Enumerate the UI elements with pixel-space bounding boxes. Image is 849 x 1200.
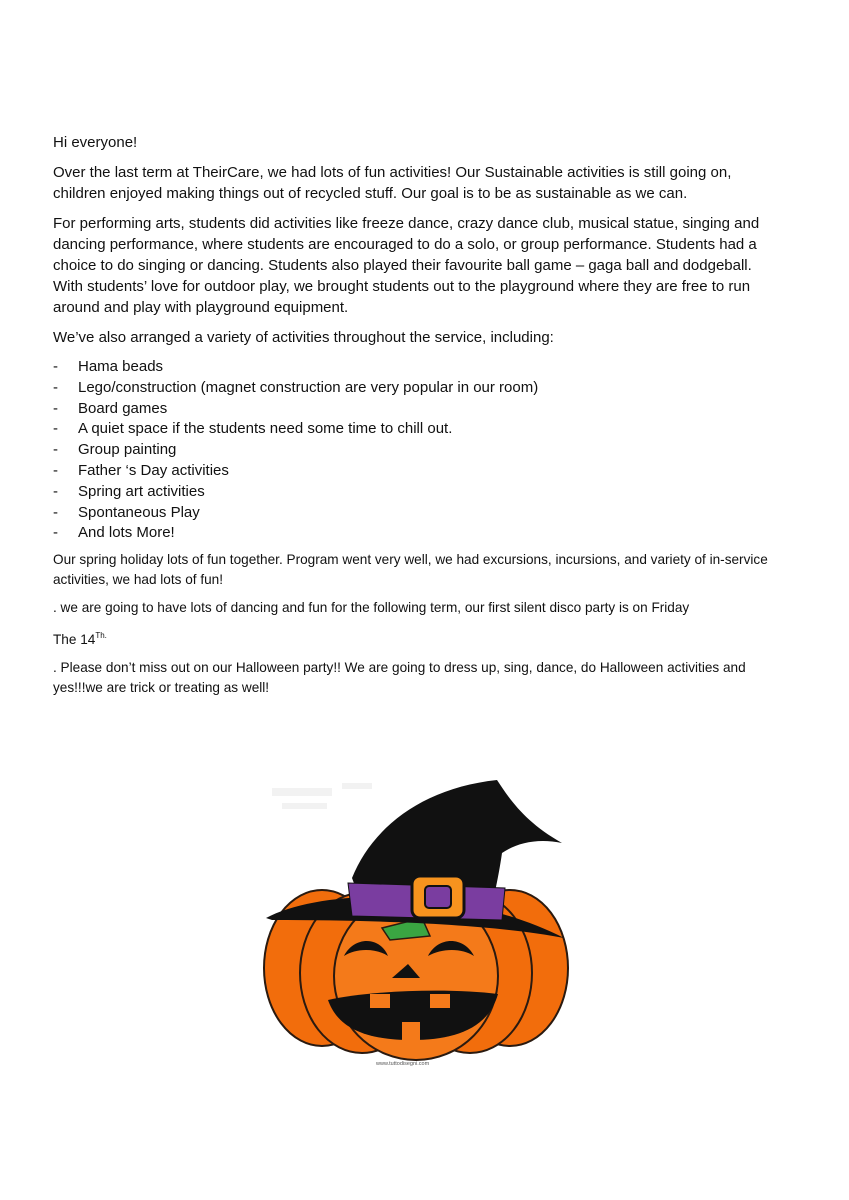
activity-label: Lego/construction (magnet construction are very popular in our room): [78, 378, 539, 396]
activity-label: Father ‘s Day activities: [78, 461, 229, 479]
list-dash: -: [53, 461, 58, 479]
activity-label: A quiet space if the students need some time to chill out.: [78, 420, 453, 438]
intro-paragraph: Over the last term at TheirCare, we had lots of fun activities! Our Sustainable activities is still going on, children enjoyed making things out of recycled stuff. Our goal is to be as sustainable as we can.: [53, 164, 732, 202]
date-text: The 14: [53, 632, 96, 648]
activity-label: Spontaneous Play: [78, 503, 200, 521]
image-credit: www.tuttodisegni.com: [376, 1061, 430, 1067]
activity-label: Group painting: [78, 441, 177, 459]
background-scribble: [272, 783, 372, 809]
halloween-pumpkin-illustration: [252, 768, 577, 1073]
list-dash: -: [53, 399, 58, 417]
activity-label: Spring art activities: [78, 482, 205, 500]
activity-item: [53, 378, 773, 399]
activity-label: Hama beads: [78, 358, 164, 375]
activity-item: [53, 440, 773, 461]
list-dash: -: [53, 378, 58, 396]
greeting: Hi everyone!: [53, 134, 138, 151]
list-dash: -: [53, 420, 58, 438]
activity-label: Board games: [78, 399, 168, 417]
date-line: [53, 626, 773, 650]
activities-intro: We’ve also arranged a variety of activities throughout the service, including:: [53, 329, 554, 346]
activity-item: [53, 503, 773, 524]
newsletter-body: [53, 132, 773, 706]
list-dash: -: [53, 358, 58, 375]
list-dash: -: [53, 441, 58, 459]
performing-arts-paragraph: For performing arts, students did activities like freeze dance, crazy dance club, musical statue, singing and dancing performance, where students are encouraged to do a solo, or group performance. Students had a choice to do singing or dancing. Students also played their favourite ball game – gaga ball and dodgeball. With students’ love for outdoor play, we brought students out to the playground where they are free to run around and play with playground equipment.: [53, 215, 760, 316]
halloween-paragraph: . Please don’t miss out on our Halloween party!! We are going to dress up, sing, dance, do Halloween activities and yes!!!we are trick or treating as well!: [53, 660, 746, 696]
activity-item: [53, 357, 773, 378]
date-suffix: Th.: [95, 631, 107, 641]
activity-item: [53, 419, 773, 440]
activity-label: And lots More!: [78, 524, 175, 542]
list-dash: -: [53, 524, 58, 542]
activity-item: [53, 482, 773, 503]
spring-holiday-paragraph: Our spring holiday lots of fun together. Program went very well, we had excursions, incursions, and variety of in-service activities, we had lots of fun!: [53, 552, 768, 588]
next-term-paragraph: . we are going to have lots of dancing and fun for the following term, our first silent disco party is on Friday: [53, 600, 690, 616]
activities-list: [53, 357, 773, 544]
activity-item: [53, 399, 773, 420]
list-dash: -: [53, 503, 58, 521]
activity-item: [53, 461, 773, 482]
activity-item: [53, 523, 773, 544]
list-dash: -: [53, 482, 58, 500]
